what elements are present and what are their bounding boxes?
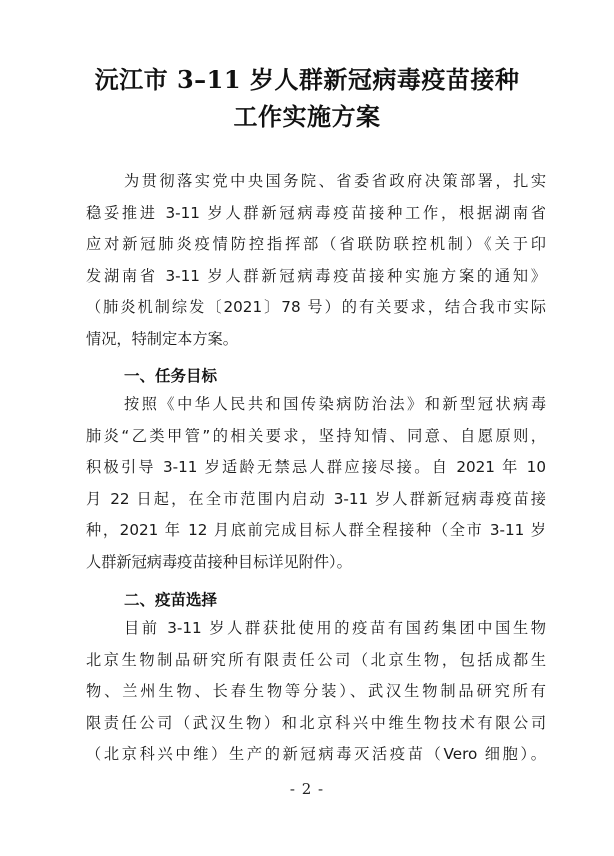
section-heading-task-goals: 一、任务目标 [124, 367, 218, 385]
section-2-paragraph [86, 613, 546, 771]
paragraph-line: 按照《中华人民共和国传染病防治法》和新型冠状病毒 [124, 395, 546, 413]
page-number: - 2 - [289, 780, 325, 798]
paragraph-line: 肺炎“乙类甲管”的相关要求，坚持知情、同意、自愿原则， [86, 426, 546, 445]
paragraph-line: 北京生物制品研究所有限责任公司（北京生物，包括成都生 [86, 650, 546, 669]
document-title-line-1: 沅江市 3–11 岁人群新冠病毒疫苗接种 [94, 65, 520, 94]
paragraph-line: 为贯彻落实党中央国务院、省委省政府决策部署，扎实 [124, 172, 546, 190]
paragraph-line: 限责任公司（武汉生物）和北京科兴中维生物技术有限公司 [86, 713, 546, 732]
paragraph-line: 种，2021 年 12 月底前完成目标人群全程接种（全市 3-11 岁 [86, 521, 546, 540]
intro-paragraph [86, 166, 546, 356]
paragraph-line: 月 22 日起，在全市范围内启动 3-11 岁人群新冠病毒疫苗接 [86, 489, 546, 508]
paragraph-line: 人群新冠病毒疫苗接种目标详见附件）。 [86, 552, 352, 571]
document-title-line-2: 工作实施方案 [233, 102, 381, 131]
paragraph-line: 物、兰州生物、长春生物等分装）、武汉生物制品研究所有 [86, 682, 546, 701]
paragraph-line: 情况，特制定本方案。 [86, 329, 238, 348]
paragraph-line: 积极引导 3-11 岁适龄无禁忌人群应接尽接。自 2021 年 10 [86, 458, 546, 477]
paragraph-line: 应对新冠肺炎疫情防控指挥部（省联防联控机制）《关于印 [86, 235, 546, 254]
section-heading-vaccine-selection: 二、疫苗选择 [124, 591, 218, 609]
section-1-paragraph [86, 389, 546, 579]
paragraph-line: 稳妥推进 3-11 岁人群新冠病毒疫苗接种工作，根据湖南省 [86, 203, 546, 222]
paragraph-line: （肺炎机制综发〔2021〕78 号）的有关要求，结合我市实际 [86, 298, 546, 317]
paragraph-line: （北京科兴中维）生产的新冠病毒灭活疫苗（Vero 细胞）。 [86, 745, 546, 764]
paragraph-line: 发湖南省 3-11 岁人群新冠病毒疫苗接种实施方案的通知》 [86, 266, 546, 285]
paragraph-line: 目前 3-11 岁人群获批使用的疫苗有国药集团中国生物 [124, 619, 546, 637]
